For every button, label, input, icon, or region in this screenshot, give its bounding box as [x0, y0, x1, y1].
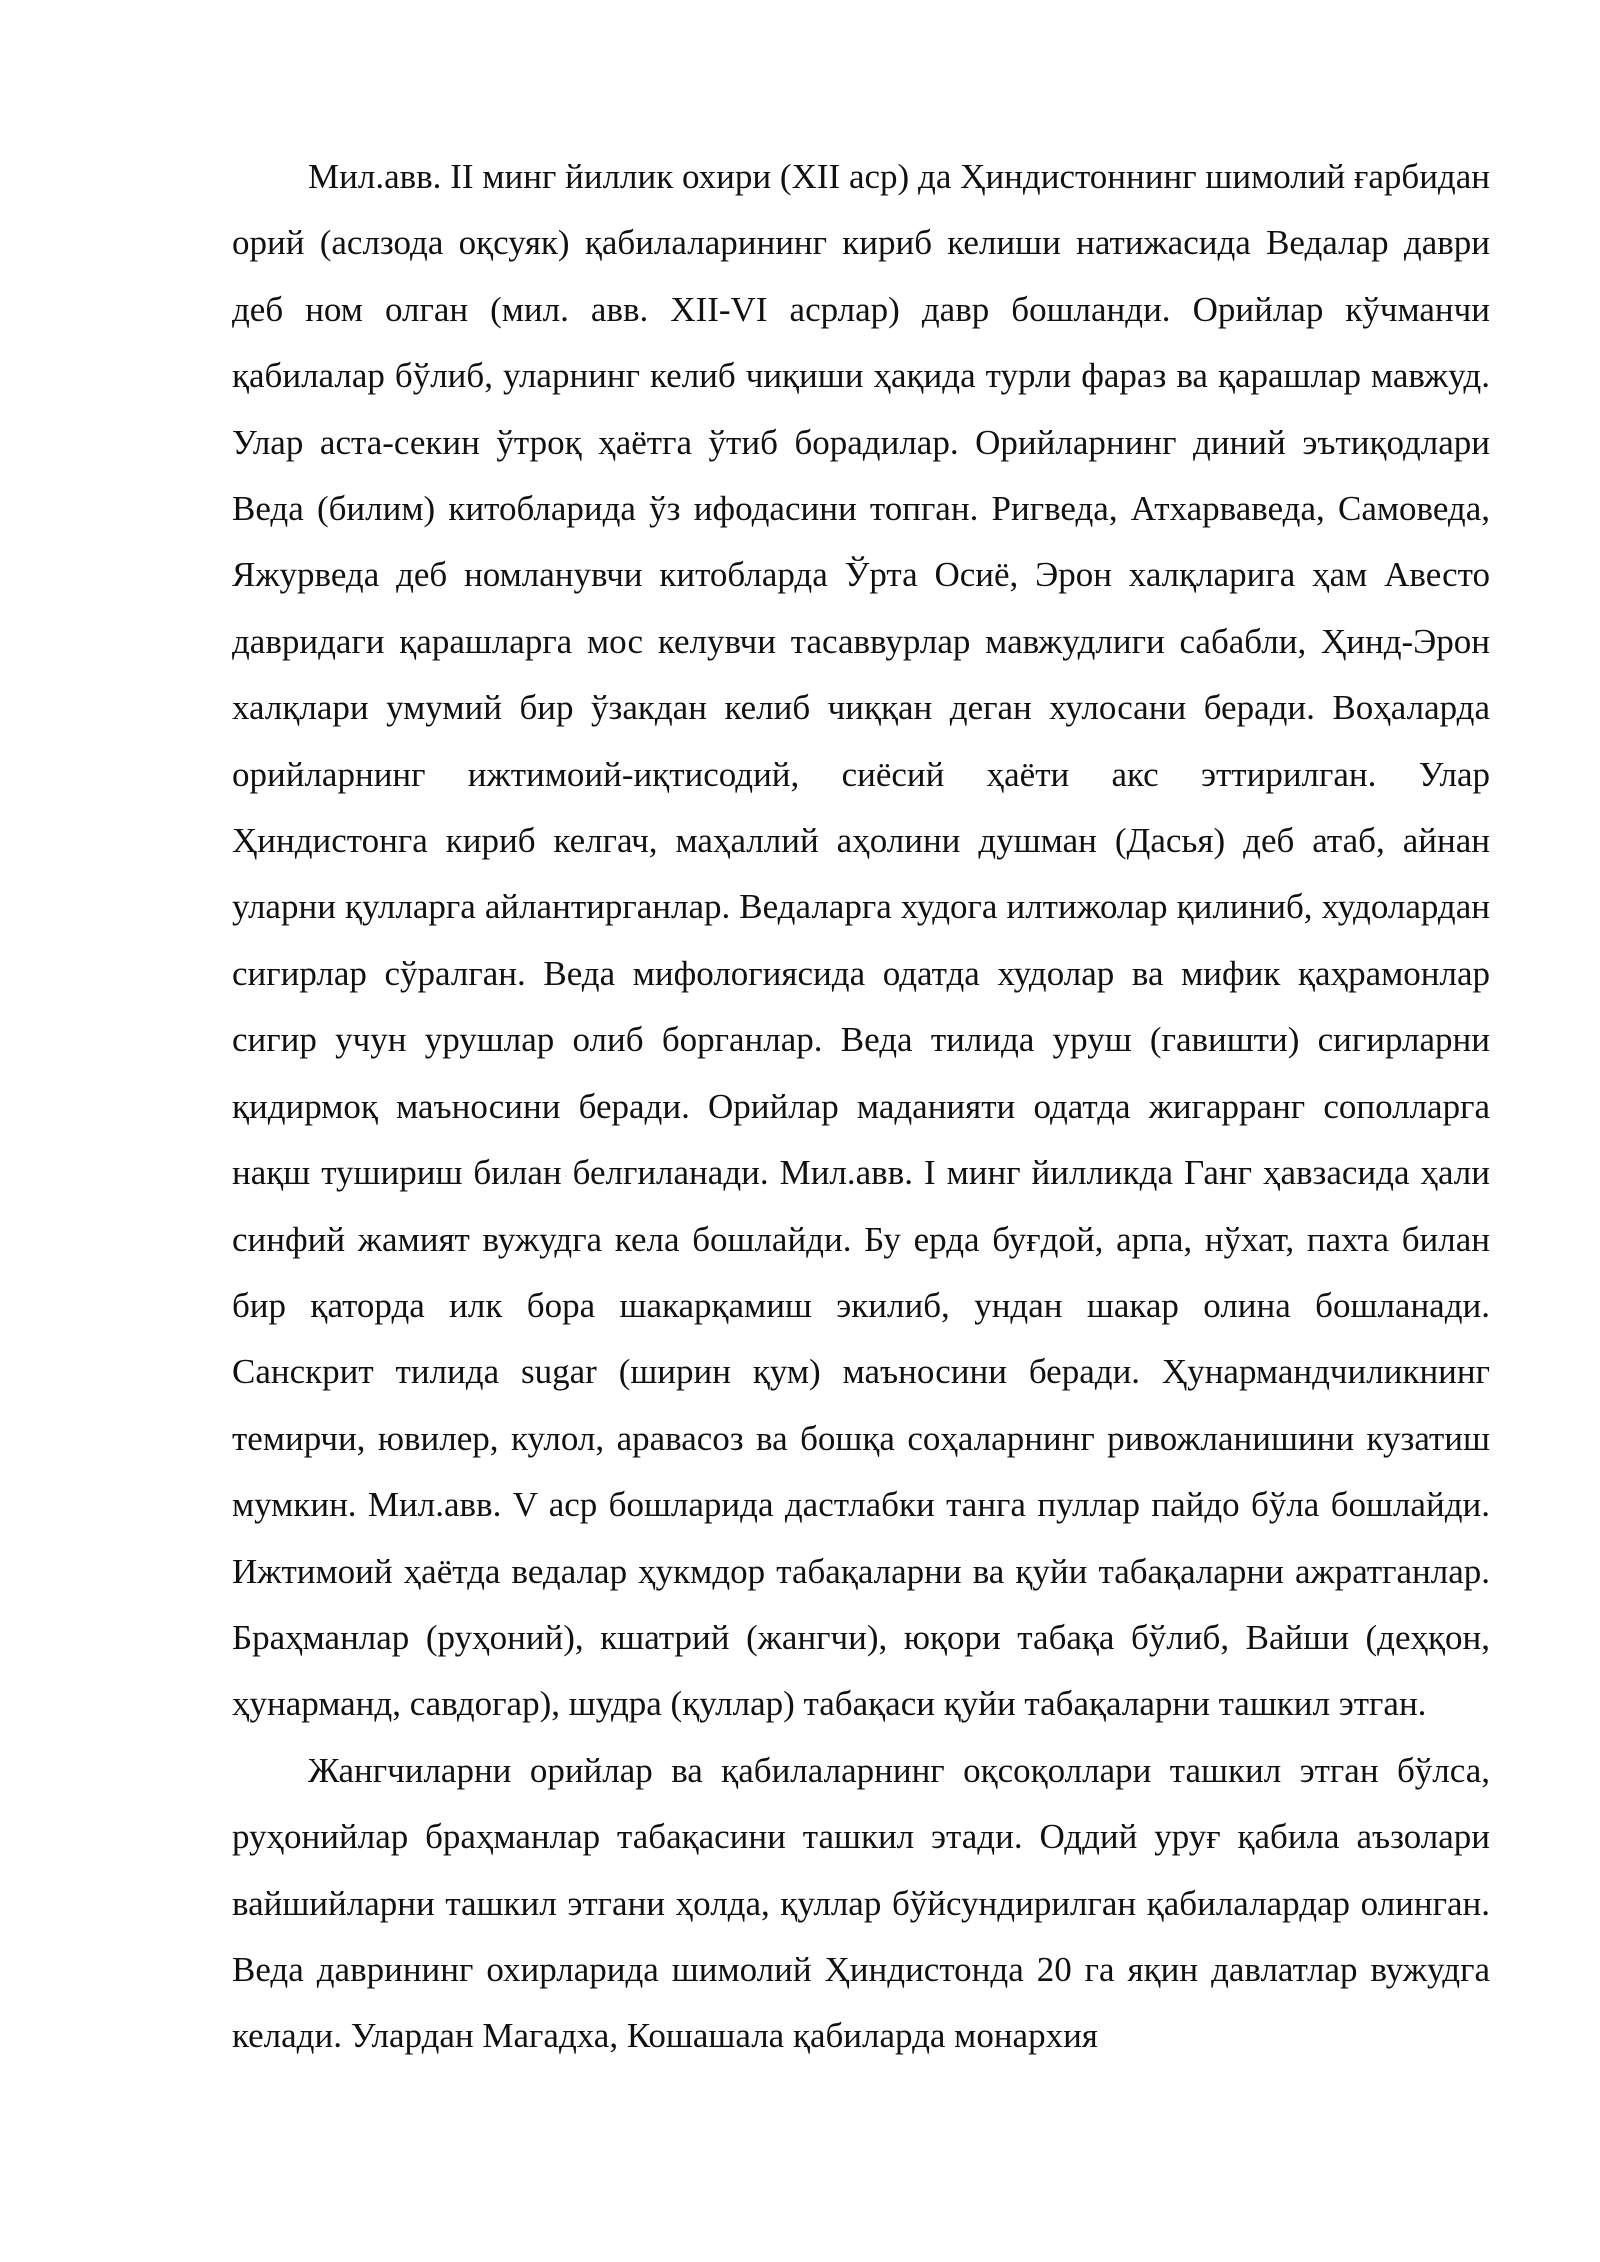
document-page	[232, 144, 1490, 2070]
paragraph-2: Жангчиларни орийлар ва қабилаларнинг оқсоқоллари ташкил этган бўлса, руҳонийлар браҳманлар табақасини ташкил этади. Оддий уруғ қабила аъзолари вайшийларни ташкил этгани ҳолда, қуллар бўйсундирилган қабилалардар олинган. Веда даврининг охирларида шимолий Ҳиндистонда 20 га яқин давлатлар вужудга келади. Улардан Магадха, Кошашала қабиларда монархия	[232, 1750, 1490, 2056]
paragraph-1: Мил.авв. II минг йиллик охири (XII аср) да Ҳиндистоннинг шимолий ғарбидан орий (аслзода оқсуяк) қабилаларининг кириб келиши натижасида Ведалар даври деб ном олган (мил. авв. XII-VI асрлар) давр бошланди. Орийлар кўчманчи қабилалар бўлиб, уларнинг келиб чиқиши ҳақида турли фараз ва қарашлар мавжуд. Улар аста-секин ўтроқ ҳаётга ўтиб борадилар. Орийларнинг диний эътиқодлари Веда (билим) китобларида ўз ифодасини топган. Ригведа, Атхарваведа, Самоведа, Яжурведа деб номланувчи китобларда Ўрта Осиё, Эрон халқларига ҳам Авесто давридаги қарашларга мос келувчи тасаввурлар мавжудлиги сабабли, Ҳинд-Эрон халқлари умумий бир ўзакдан келиб чиққан деган хулосани беради. Воҳаларда орийларнинг ижтимоий-иқтисодий, сиёсий ҳаёти акс эттирилган. Улар Ҳиндистонга кириб келгач, маҳаллий аҳолини душман (Дасья) деб атаб, айнан уларни қулларга айлантирганлар. Ведаларга худога илтижолар қилиниб, худолардан сигирлар сўралган. Веда мифологиясида одатда худолар ва мифик қаҳрамонлар сигир учун урушлар олиб борганлар. Веда тилида уруш (гавишти) сигирларни қидирмоқ маъносини беради. Орийлар маданияти одатда жигарранг сополларга нақш тушириш билан белгиланади. Мил.авв. I минг йилликда Ганг ҳавзасида ҳали синфий жамият вужудга кела бошлайди. Бу ерда буғдой, арпа, нўхат, пахта билан бир қаторда илк бора шакарқамиш экилиб, ундан шакар олина бошланади. Санскрит тилида sugar (ширин қум) маъносини беради. Ҳунармандчиликнинг темирчи, ювилер, кулол, аравасоз ва бошқа соҳаларнинг ривожланишини кузатиш мумкин. Мил.авв. V аср бошларида дастлабки танга пуллар пайдо бўла бошлайди. Ижтимоий ҳаётда ведалар ҳукмдор табақаларни ва қуйи табақаларни ажратганлар. Браҳманлар (руҳоний), кшатрий (жангчи), юқори табақа бўлиб, Вайши (деҳқон, ҳунарманд, савдогар), шудра (қуллар) табақаси қуйи табақаларни ташкил этган.	[232, 157, 1490, 1724]
